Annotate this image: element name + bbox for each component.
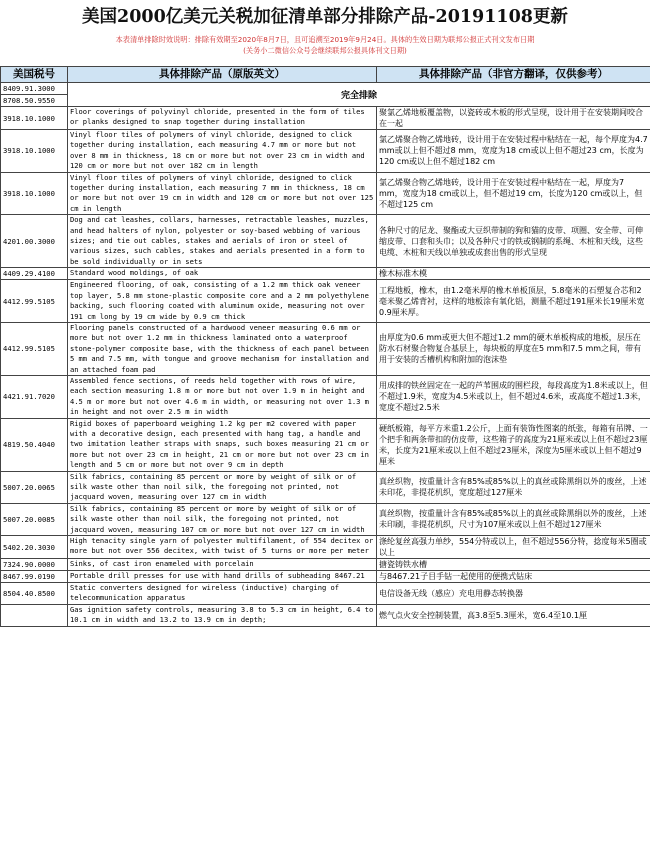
code-cell: 7324.90.0000 (1, 559, 68, 571)
section-label: 完全排除 (68, 83, 650, 107)
chinese-description: 硬纸板箱，每平方米重1.2公斤，上面有装饰性图案的纸张，每箱有吊牌、一个把手和两条带扣的仿皮带，这些箱子的高度为21厘米或以上但不超过23厘米，长度为21厘米或以上但不超过23厘米，深度为5厘米或以上但不超过9厘米 (377, 418, 650, 471)
english-description: Static converters designed for wireless (inductive) charging of telecommunication apparatus (68, 583, 377, 605)
english-description: Portable drill presses for use with hand drills of subheading 8467.21 (68, 571, 377, 583)
table-row (1, 571, 650, 583)
chinese-description: 搪瓷铸铁水槽 (377, 559, 650, 571)
chinese-description: 真丝织物，按重量计含有85%或85%以上的真丝或除黑绢以外的废丝，上述未印刷，非提花机织，尺寸为107厘米或以上但不超过127厘米 (377, 503, 650, 535)
english-description: Silk fabrics, containing 85 percent or more by weight of silk or of silk waste other than noil silk, the foregoing not printed, not jacquard woven, measuring 107 cm or more but not over 127 cm in width (68, 503, 377, 535)
code-cell (1, 604, 68, 626)
chinese-description: 氯乙烯聚合物乙烯地砖，设计用于在安装过程中粘结在一起，每个厚度为4.7 mm或以上但不超过8 mm，宽度为18 cm或以上但不超过23 cm，长度为120 cm或以上但不超过182 cm (377, 130, 650, 173)
code-cell: 4412.99.5105 (1, 322, 68, 375)
table-row (1, 583, 650, 605)
table-row (1, 418, 650, 471)
table-row (1, 268, 650, 280)
page-title: 美国2000亿美元关税加征清单部分排除产品-20191108更新 (82, 7, 568, 27)
code-cell: 3918.10.1000 (1, 130, 68, 173)
english-description: Engineered flooring, of oak, consisting of a 1.2 mm thick oak veneer top layer, 5.8 mm stone-plastic composite core and a 2 mm polyethylene backing, such flooring coated with aluminum oxide, measuring not over 191 cm long by 19 cm wide by 0.9 cm thick (68, 280, 377, 323)
notice-line-1: 本表清单排除时效说明：排除有效期至2020年8月7日，且可追溯至2019年9月24日。具体的生效日期为联邦公报正式刊文发布日期 (115, 35, 535, 44)
code-cell: 3918.10.1000 (1, 107, 68, 130)
code-cell: 8467.99.0190 (1, 571, 68, 583)
chinese-description: 真丝织物，按重量计含有85%或85%以上的真丝或除黑绢以外的废丝，上述未印花，非提花机织，宽度超过127厘米 (377, 471, 650, 503)
code-cell: 3918.10.1000 (1, 172, 68, 215)
chinese-description: 工程地板，橡木，由1.2毫米厚的橡木单板顶层，5.8毫米的石塑复合芯和2毫米聚乙烯背衬，这样的地板涂有氧化铝，测量不超过191厘米长19厘米宽0.9厘米厚。 (377, 280, 650, 323)
table-header-row (1, 67, 650, 83)
english-description: Vinyl floor tiles of polymers of vinyl chloride, designed to click together during installation, each measuring 4.7 mm or more but not over 8 mm in thickness, 18 cm or more but not over 23 cm in width and 120 cm or more but not over 182 cm in length (68, 130, 377, 173)
code-cell: 4819.50.4040 (1, 418, 68, 471)
chinese-description: 各种尺寸的尼龙、聚酯或大豆织带制的狗和猫的皮带、项圈、安全带、可伸缩皮带、口套和头巾；以及各种尺寸的铁或钢制的系绳、木桩和天线，这些电缆、木桩和天线以单独或成套出售的形式呈现 (377, 215, 650, 268)
chinese-description: 电信设备无线（感应）充电用静态转换器 (377, 583, 650, 605)
table-row (1, 280, 650, 323)
english-description: Floor coverings of polyvinyl chloride, presented in the form of tiles or planks designed to snap together during installation (68, 107, 377, 130)
code-cell: 5402.20.3030 (1, 536, 68, 559)
chinese-description: 由厚度为0.6 mm或更大但不超过1.2 mm的硬木单板构成的地板，层压在防水石材聚合物复合基层上，每块板的厚度在5 mm和7.5 mm之间，带有用于安装的舌槽机构和附加的泡沫垫 (377, 322, 650, 375)
english-description: Rigid boxes of paperboard weighing 1.2 kg per m2 covered with paper with a decorative design, each presented with hang tag, a handle and two imitation leather straps with snaps, such boxes measuring 21 cm or more but not over 23 cm in height, 21 cm or more but not over 23 cm in length and 5 cm or more but not over 9 cm in depth (68, 418, 377, 471)
table-row (1, 559, 650, 571)
code-cell: 5007.20.0085 (1, 503, 68, 535)
table-row (1, 536, 650, 559)
table-row (1, 83, 650, 95)
chinese-description: 燃气点火安全控制装置，高3.8至5.3厘米，宽6.4至10.1厘 (377, 604, 650, 626)
table-row (1, 322, 650, 375)
chinese-description: 与8467.21子目手钻一起使用的便携式钻床 (377, 571, 650, 583)
chinese-description: 橡木标准木模 (377, 268, 650, 280)
english-description: Silk fabrics, containing 85 percent or more by weight of silk or of silk waste other than noil silk, the foregoing not printed, not jacquard woven, measuring over 127 cm in width (68, 471, 377, 503)
code-cell: 8708.50.9550 (1, 95, 68, 107)
header-chinese: 具体排除产品（非官方翻译，仅供参考） (377, 67, 650, 83)
code-cell: 4201.00.3000 (1, 215, 68, 268)
code-cell: 5007.20.0065 (1, 471, 68, 503)
english-description: Dog and cat leashes, collars, harnesses, retractable leashes, muzzles, and head halters of nylon, polyester or soy-based webbing of various sizes; and tie out cables, stakes and aerials of iron or steel of various sizes, such cables, stakes and aerials presented in a form to be sold individually or in sets (68, 215, 377, 268)
chinese-description: 涤纶复丝高强力单纱，554分特或以上，但不超过556分特，捻度每米5圈或以上 (377, 536, 650, 559)
table-row (1, 375, 650, 418)
english-description: Flooring panels constructed of a hardwood veneer measuring 0.6 mm or more but not over 1.2 mm in thickness laminated onto a waterproof stone-polymer composite base, with the thickness of each panel between 5 mm and 7.5 mm, with tongue and groove mechanism for installation and an attached foam pad (68, 322, 377, 375)
table-row (1, 130, 650, 173)
code-cell: 4409.29.4100 (1, 268, 68, 280)
header-english: 具体排除产品（原版英文） (68, 67, 377, 83)
code-cell: 4412.99.5105 (1, 280, 68, 323)
table-row (1, 172, 650, 215)
code-cell: 4421.91.7020 (1, 375, 68, 418)
english-description: Gas ignition safety controls, measuring 3.8 to 5.3 cm in height, 6.4 to 10.1 cm in width and 13.2 to 13.9 cm in depth; (68, 604, 377, 626)
table-row (1, 604, 650, 626)
chinese-description: 用成排的铁丝固定在一起的芦苇围成的围栏段，每段高度为1.8米或以上，但不超过1.9米，宽度为4.5米或以上，但不超过4.6米，或高度不超过1.3米，宽度不超过2.5米 (377, 375, 650, 418)
table-row (1, 107, 650, 130)
code-cell: 8409.91.3000 (1, 83, 68, 95)
table-row (1, 471, 650, 503)
english-description: High tenacity single yarn of polyester multifilament, of 554 decitex or more but not over 556 decitex, with twist of 5 turns or more per meter (68, 536, 377, 559)
notice-line-2: (关务小二微信公众号会继续联邦公报具体刊文日期) (243, 46, 407, 55)
header-us-code: 美国税号 (1, 67, 68, 83)
english-description: Vinyl floor tiles of polymers of vinyl chloride, designed to click together during installation, each measuring 7 mm in thickness, 18 cm or more but not over 19 cm in width and 120 cm or more but not over 125 cm in length (68, 172, 377, 215)
english-description: Sinks, of cast iron enameled with porcelain (68, 559, 377, 571)
exclusion-table (0, 66, 650, 627)
chinese-description: 聚氯乙烯地板覆盖物，以瓷砖或木板的形式呈现，设计用于在安装期间咬合在一起 (377, 107, 650, 130)
code-cell: 8504.40.8500 (1, 583, 68, 605)
chinese-description: 氯乙烯聚合物乙烯地砖，设计用于在安装过程中粘结在一起，厚度为7 mm，宽度为18 cm或以上，但不超过19 cm，长度为120 cm或以上，但不超过125 cm (377, 172, 650, 215)
table-row (1, 503, 650, 535)
english-description: Assembled fence sections, of reeds held together with rows of wire, each section measuring 1.8 m or more but not over 1.9 m in height and 4.5 m or more but not over 4.6 m in width, or measuring not over 1.3 m in height and not over 2.5 m in width (68, 375, 377, 418)
table-row (1, 215, 650, 268)
english-description: Standard wood moldings, of oak (68, 268, 377, 280)
